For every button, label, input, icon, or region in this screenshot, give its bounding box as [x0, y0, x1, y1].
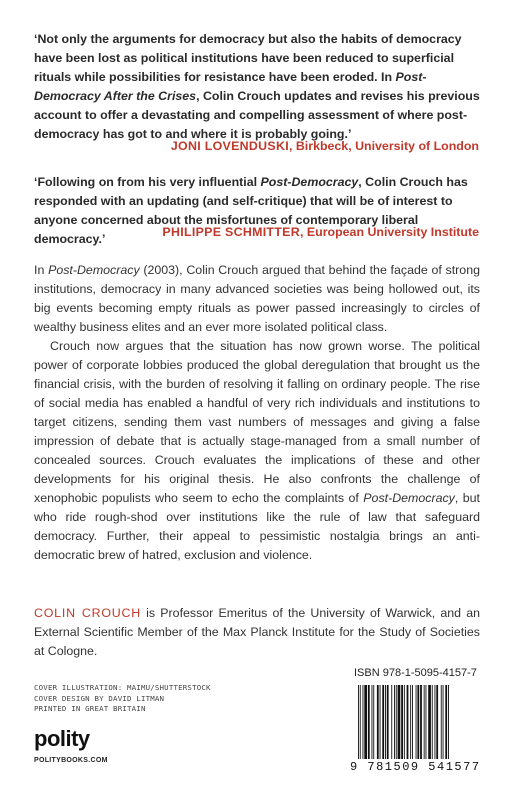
description-p2-text-a: Crouch now argues that the situation has now grown worse. The political power of corporate lobbies produced the global deregulation that brought us the financial crisis, with the burden of resolving it falling on ordinary people. The rise of social media has enabled a handful of very rich individuals and institutions to target citizens, sending them vast numbers of messages and giving a false impression of debate that is actually stage-managed from a small number of concealed sources. Crouch evaluates the implications of these and other developments for his original thesis. He also confronts the challenge of xenophobic populists who seem to echo the complaints of	[34, 339, 480, 505]
barcode-icon	[356, 685, 482, 761]
quote-1-book-title: Post-Democracy After the Crises	[34, 70, 427, 103]
quote-2-affiliation: , European University Institute	[299, 225, 479, 239]
quote-2-book-title: Post-Democracy	[260, 175, 359, 189]
publisher-website: POLITYBOOKS.COM	[34, 757, 108, 764]
quote-2-attribution	[162, 225, 479, 239]
quote-1-affiliation: , Birkbeck, University of London	[288, 139, 479, 153]
quote-1-attribution	[171, 139, 479, 153]
credit-printed: PRINTED IN GREAT BRITAIN	[34, 704, 146, 713]
description-p1-text-a: In	[34, 263, 49, 277]
author-bio-text: is Professor Emeritus of the University of Warwick, and an External Scientific Member of the Max Planck Institute for the Study of Societies at Cologne.	[34, 606, 480, 658]
credit-design: COVER DESIGN BY DAVID LITMAN	[34, 693, 165, 703]
quote-1-text-a: ‘Not only the arguments for democracy but also the habits of democracy have been lost as political institutions have been reduced to superficial rituals while possibilities for resistance have been eroded. In	[34, 32, 462, 84]
isbn-barcode-block	[350, 667, 486, 785]
description-p1-text-b: (2003), Colin Crouch argued that behind the façade of strong institutions, democracy in many advanced societies was being hollowed out, its big events becoming empty rituals as power passed increasingly to circles of wealthy business elites and an ever more isolated political class.	[34, 263, 480, 334]
description-p1-title: Post-Democracy	[48, 263, 140, 277]
quote-2-author: PHILIPPE SCHMITTER	[162, 225, 300, 239]
review-quote-1	[34, 30, 480, 144]
description-p2-title: Post-Democracy	[363, 491, 455, 505]
quote-1-text-b: , Colin Crouch updates and revises his previous account to offer a devastating and compelling assessment of where post-democracy has got to and where it is probably going.’	[34, 89, 480, 141]
isbn-label: ISBN 978-1-5095-4157-7	[354, 667, 477, 679]
description-paragraph-2	[34, 337, 480, 565]
book-description	[34, 261, 480, 565]
quote-1-author: JONI LOVENDUSKI	[170, 139, 289, 153]
description-p2-text-b: , but who ride rough-shod over institutions like the rule of law that safeguard democracy. Further, their appeal to pessimistic nostalgia brings an anti-democratic brew of hatred, exclusion and violence.	[34, 491, 480, 562]
polity-logo: polity	[34, 726, 90, 751]
description-paragraph-1	[34, 261, 480, 337]
cover-credits	[34, 683, 211, 715]
credit-illustration: COVER ILLUSTRATION: MAIMU/SHUTTERSTOCK	[34, 683, 211, 692]
author-name: COLIN CROUCH	[34, 606, 142, 620]
barcode-digits: 9 781509 541577	[350, 760, 481, 774]
author-bio	[34, 604, 480, 661]
quote-2-text-b: , Colin Crouch has responded with an updating (and self-critique) that will be of interest to anyone concerned about the misfortunes of contemporary liberal democracy.’	[34, 175, 468, 246]
quote-2-text-a: ‘Following on from his very influential	[34, 175, 261, 189]
